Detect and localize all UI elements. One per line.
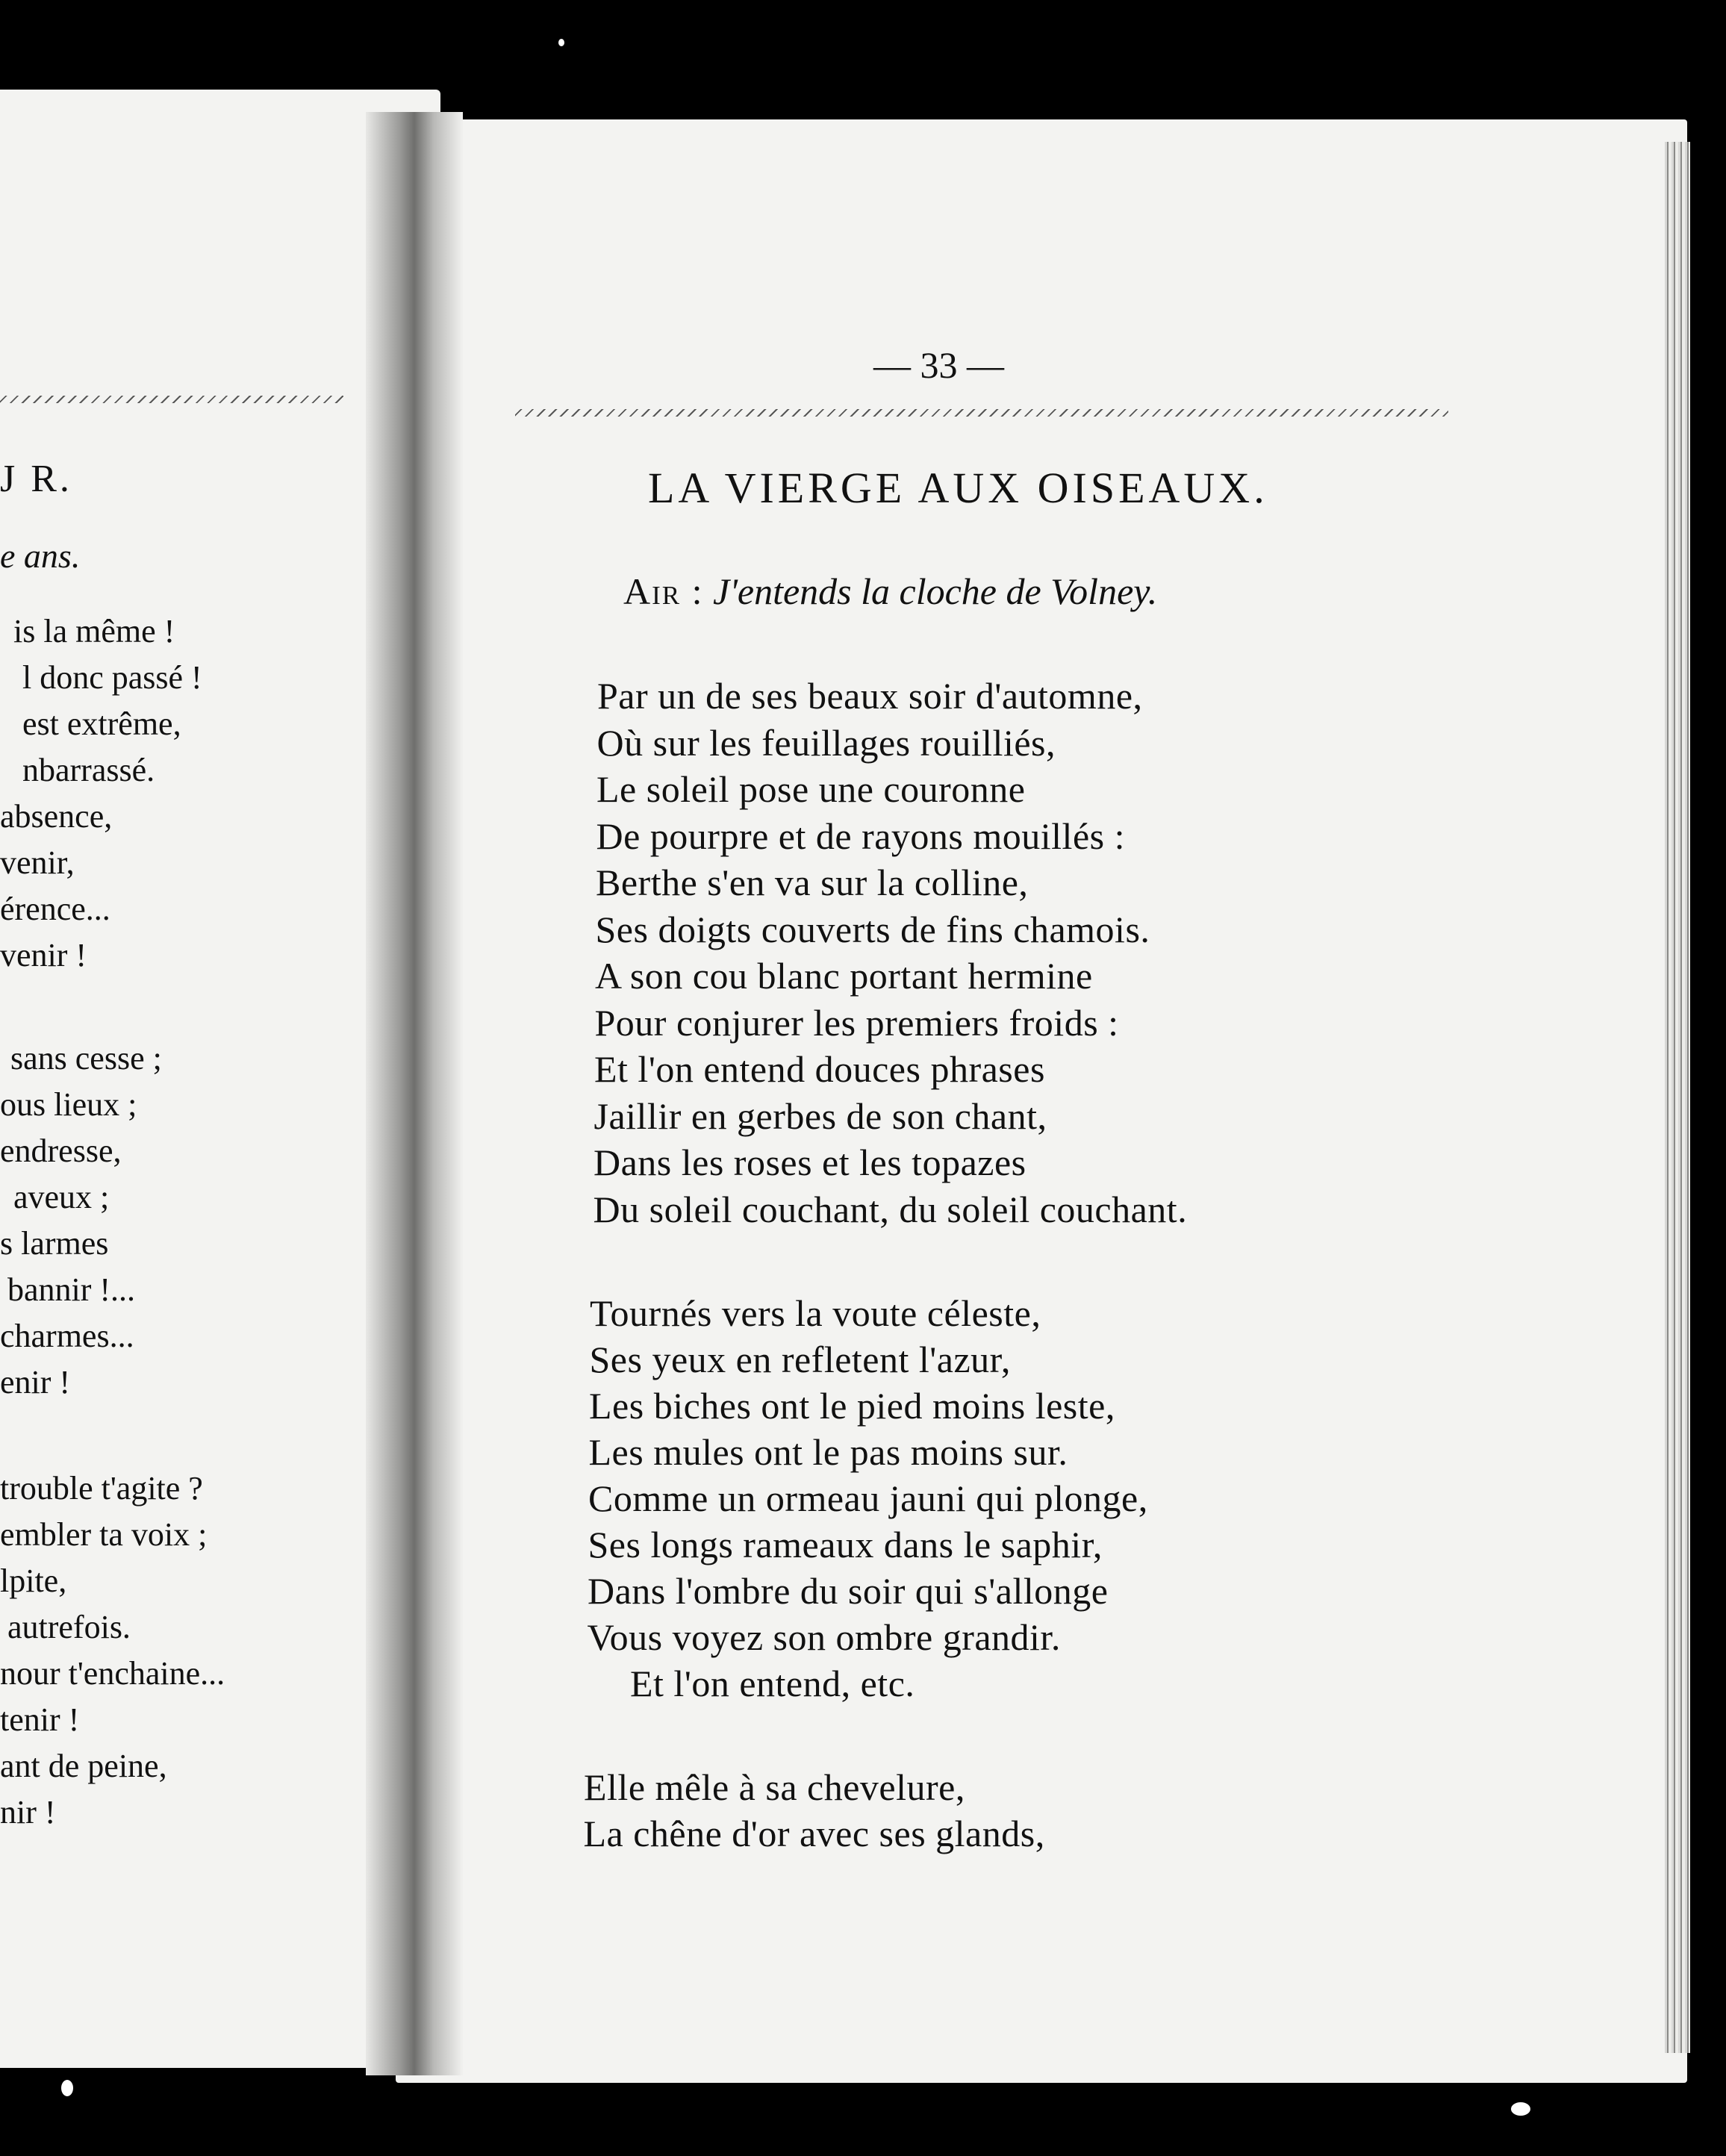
verse-line: Berthe s'en va sur la colline, (596, 862, 1029, 903)
verse-line: Ses longs rameaux dans le saphir, (588, 1524, 1103, 1565)
left-verse-fragment: érence... (0, 891, 110, 927)
left-verse-fragment: ous lieux ; (0, 1086, 137, 1123)
left-verse-fragment: embler ta voix ; (0, 1516, 208, 1553)
left-verse-fragment: aveux ; (13, 1179, 110, 1215)
page-edge-stack (1665, 142, 1690, 2053)
verse-line: Dans l'ombre du soir qui s'allonge (588, 1570, 1109, 1612)
left-page-heading-fragment: J R. (0, 458, 72, 500)
left-verse-fragment: bannir !... (7, 1271, 136, 1308)
verse-line: Ses yeux en refletent l'azur, (589, 1339, 1011, 1380)
air-label: Air : (623, 570, 704, 612)
book-gutter (366, 112, 463, 2075)
scan-speck (1511, 2102, 1530, 2116)
verse-line: A son cou blanc portant hermine (595, 955, 1093, 997)
page-number: — 33 — (873, 344, 1004, 386)
left-verse-fragment: nbarrassé. (22, 752, 155, 788)
left-verse-fragment: trouble t'agite ? (0, 1470, 203, 1507)
verse-line: Le soleil pose une couronne (596, 768, 1026, 810)
song-title: LA VIERGE AUX OISEAUX. (648, 464, 1268, 512)
left-verse-fragment: enir ! (0, 1364, 71, 1401)
scan-speck (558, 39, 564, 46)
left-verse-fragment: absence, (0, 798, 113, 835)
verse-line: Vous voyez son ombre grandir. (587, 1616, 1061, 1658)
left-verse-fragment: l donc passé ! (22, 659, 202, 696)
verse-line: Elle mêle à sa chevelure, (584, 1766, 965, 1808)
verse-line: Jaillir en gerbes de son chant, (593, 1094, 1047, 1137)
air-tune: J'entends la cloche de Volney. (713, 570, 1158, 612)
verse-line: Comme un ormeau jauni qui plonge, (588, 1477, 1148, 1519)
left-decorative-rule (0, 396, 343, 403)
verse-line: Tournés vers la voute céleste, (590, 1292, 1041, 1334)
verse-line: Les biches ont le pied moins leste, (589, 1385, 1115, 1427)
air-line (623, 570, 1157, 613)
verse-line: Les mules ont le pas moins sur. (588, 1431, 1068, 1473)
left-verse-fragment: est extrême, (22, 705, 181, 742)
verse-line: Dans les roses et les topazes (593, 1141, 1026, 1183)
scan-speck (61, 2080, 73, 2096)
verse-line: Et l'on entend, etc. (630, 1663, 915, 1704)
left-verse-fragment: is la même ! (13, 613, 175, 649)
left-verse-fragment: lpite, (0, 1563, 67, 1599)
left-verse-fragment: sans cesse ; (10, 1040, 162, 1077)
left-verse-fragment: venir ! (0, 937, 87, 973)
left-verse-fragment: s larmes (0, 1225, 109, 1262)
left-verse-fragment: ant de peine, (0, 1748, 167, 1784)
right-decorative-rule (515, 409, 1448, 417)
verse-line: Pour conjurer les premiers froids : (594, 1001, 1119, 1044)
left-verse-fragment: tenir ! (0, 1701, 80, 1738)
verse-line: Du soleil couchant, du soleil couchant. (593, 1188, 1188, 1230)
verse-line: Où sur les feuillages rouilliés, (596, 721, 1056, 764)
left-verse-fragment: nir ! (0, 1794, 56, 1831)
verse-line: Et l'on entend douces phrases (594, 1048, 1045, 1090)
left-page-subtitle-fragment: e ans. (0, 537, 81, 575)
left-verse-fragment: endresse, (0, 1132, 122, 1169)
verse-line: De pourpre et de rayons mouillés : (596, 814, 1125, 857)
left-verse-fragment: nour t'enchaine... (0, 1655, 225, 1692)
left-verse-fragment: charmes... (0, 1318, 134, 1354)
verse-line: Ses doigts couverts de fins chamois. (595, 908, 1150, 950)
left-verse-fragment: venir, (0, 844, 75, 881)
verse-line: La chêne d'or avec ses glands, (583, 1813, 1045, 1854)
verse-line: Par un de ses beaux soir d'automne, (597, 675, 1143, 717)
left-verse-fragment: autrefois. (7, 1609, 131, 1645)
